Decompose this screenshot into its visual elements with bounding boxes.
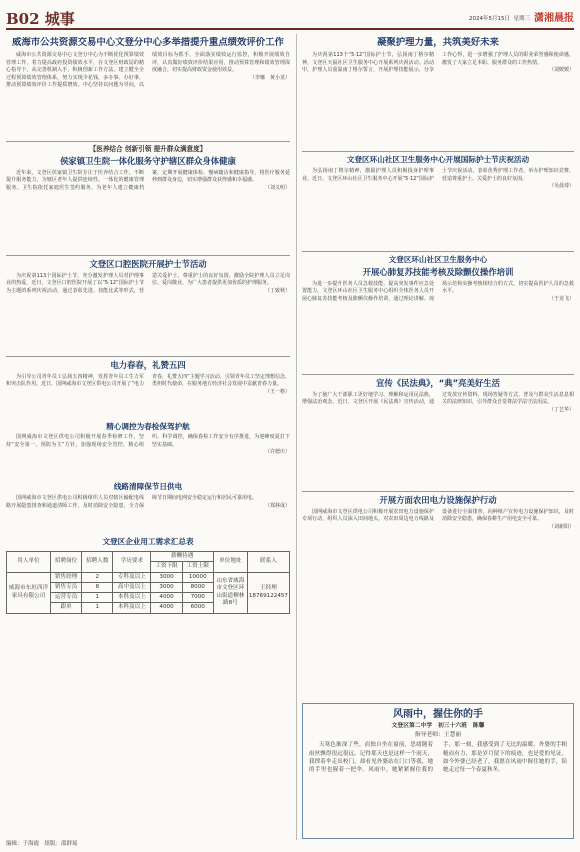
- article-body: [6, 273, 290, 353]
- essay-teacher: 指导老师：王慧丽: [414, 731, 462, 738]
- paragraph: 为庆祝第113个“5·12”国际护士节，弘扬南丁格尔精神，文登区天福社区卫生服务中心开展系列庆祝活动。活动中，护理人员重温南丁格尔誓言，开展护理技能展示，分享工作心得，进一步增强了护理人员的职业荣誉感和使命感，激发了大家立足本职、服务群众的工作热情。: [302, 52, 574, 74]
- table-cell: 本科及以上: [113, 593, 151, 603]
- table-cell: 1: [82, 593, 113, 603]
- table-row: [7, 572, 290, 582]
- paragraph: 为庆祝第113个国际护士节，充分激发护理人员对护理事业的热爱，近日，文登区口腔医院开展了以“5·12”国际护士节为主题的系列庆祝活动，通过表彰先进、技能比武等形式，营造关爱护士、尊重护士的良好氛围，激励全院护理人员立足岗位、爱岗敬业，为广大患者提供更加优质的护理服务。: [6, 272, 290, 294]
- article-body: [302, 392, 574, 488]
- table-cell: 销售经理: [51, 572, 82, 582]
- article-title: 文登区口腔医院开展护士节活动: [89, 258, 207, 269]
- divider: [6, 141, 290, 142]
- jobs-table: [6, 551, 290, 614]
- table-header: 招聘岗位: [51, 552, 82, 573]
- article-title: 精心调控为春检保驾护航: [106, 421, 190, 431]
- byline: （李娜 黄小龙）: [249, 74, 290, 81]
- newspaper-logo: 潇湘晨报: [534, 13, 574, 24]
- table-header: 单位地址: [213, 552, 247, 573]
- article-title: 线路清障保节日供电: [113, 482, 183, 492]
- table-subheader: 工资上限: [182, 562, 213, 572]
- column-divider: [296, 34, 297, 840]
- table-cell: 1: [82, 603, 113, 613]
- byline: （刘义明）: [264, 184, 290, 191]
- table-cell: 3000: [151, 582, 182, 592]
- article-body: [6, 495, 290, 537]
- weekday: 星期三: [513, 16, 530, 22]
- article-title: 宣传《民法典》，“典”亮美好生活: [375, 377, 501, 388]
- table-header: 联系人: [247, 552, 289, 573]
- article-body: [302, 509, 574, 571]
- paragraph: 国网威海市文登区供电公司积极开展农田电力设施保护专项行动，组织人员深入田间地头，对农田周边电力线路及设备进行全面排查，向种植户宣传电力设施保护知识，及时消除安全隐患，确保春耕生产用电安全可靠。: [302, 508, 574, 523]
- table-cell: 10000: [182, 572, 213, 582]
- byline: （刘媛媛）: [548, 67, 574, 74]
- essay-title: 风雨中，握住你的手: [393, 709, 483, 720]
- article-title: 开展心肺复苏技能考核及除颤仪操作培训: [362, 266, 514, 277]
- article-body: [6, 52, 290, 138]
- byline: （郑林成）: [264, 502, 290, 509]
- article-body: [302, 168, 574, 248]
- paragraph: 国网威海市文登区供电公司积极组织人员对辖区输配电线路开展隐患排查和通道清障工作，及时消除安全隐患，全力保障节日期间电网安全稳定运行和居民可靠用电。: [6, 495, 258, 509]
- table-cell: 运营专员: [51, 593, 82, 603]
- article-title: 电力春春，礼赞五四: [110, 359, 186, 370]
- table-cell: 2: [82, 572, 113, 582]
- table-cell: 8: [82, 582, 113, 592]
- page-number: B02 城事: [6, 10, 75, 28]
- byline: （吴晨琦）: [548, 183, 574, 190]
- paragraph: 近年来，文登区侯家镇卫生院专注于医养结合工作，不断提升服务能力，为辖区老年人提供连续性、一体化的健康管理服务。卫生院依托家庭医生签约服务，为老年人建立健康档案，定期开展健康体检、慢病随访和健康指导，将医疗服务延伸到群众身边，切实增强群众获得感和幸福感。: [6, 169, 290, 191]
- article-body: [6, 170, 290, 252]
- divider: [6, 356, 290, 357]
- essay-box: [302, 703, 574, 839]
- table-header: 用人单位: [7, 552, 51, 573]
- table-cell: 4000: [151, 603, 182, 613]
- article-title: 威海市公共资源交易中心文登分中心多举措提升重点绩效评价工作: [12, 37, 284, 48]
- table-cell: 4000: [151, 593, 182, 603]
- table-cell: 本科及以上: [113, 603, 151, 613]
- divider: [6, 255, 290, 256]
- table-cell: 销售专员: [51, 582, 82, 592]
- right-column: [302, 37, 574, 701]
- company-cell: 威海市东垣西洋家具有限公司: [7, 572, 51, 613]
- byline: （王一格）: [264, 388, 290, 395]
- paragraph: 威海市公共资源交易中心文登分中心为不断优化预算绩效管理工作，着力提高政府投资绩效水平，在文登区财政局的精心指导下，从完善机制入手，积极创新工作方法，建立健全全过程预算绩效管理体系，努力实现少花钱、多办事、办好事，推动预算绩效评价工作提质增效。中心坚持以问题为导向，以绩效目标为抓手，全面落实绩效运行监控，积极开展绩效自评，认真做好绩效评价结果应用，推动预算管理和绩效管理深度融合，切实提高财政资金使用效益。: [6, 52, 290, 89]
- table-header: 招聘人数: [82, 552, 113, 573]
- table-cell: 专科及以上: [113, 572, 151, 582]
- byline: （丁艺华）: [548, 406, 574, 413]
- left-column: [6, 37, 290, 842]
- article-title: 文登区环山社区卫生服务中心开展国际护士节庆祝活动: [346, 155, 530, 165]
- article-title: 开展方面农田电力设施保护行动: [379, 494, 497, 505]
- date: 2024年5月15日: [468, 16, 510, 22]
- table-cell: 7000: [182, 593, 213, 603]
- article-kicker: 文登区环山社区卫生服务中心: [388, 255, 488, 265]
- contact-cell: 王经理 18769122457: [247, 572, 289, 613]
- paragraph: 为了使广大干部职工更好地学习、理解和运用民法典，增强法治观念，近日，文登区开展《民法典》宣传活动，通过发放宣传资料、现场答疑等方式，普及与群众生活息息相关的法律知识，引导群众自觉尊法学法守法用法。: [302, 391, 574, 406]
- table-cell: 跟单: [51, 603, 82, 613]
- table-cell: 3000: [151, 572, 182, 582]
- byline: （刘新阳）: [548, 523, 574, 530]
- article-kicker: 【医养结合 创新引领 提升群众满意度】: [89, 145, 207, 154]
- article-title: 侯家镇卫生院一体化服务守护辖区群众身体健康: [60, 155, 236, 166]
- table-cell: 6000: [182, 603, 213, 613]
- table-cell: 8000: [182, 582, 213, 592]
- article-body: [6, 374, 290, 422]
- address-cell: 山东省威海市文登区环山街道柳林路8号: [213, 572, 247, 613]
- page-header: [6, 6, 574, 30]
- essay-body: [309, 741, 567, 774]
- divider: [302, 491, 574, 492]
- paragraph: 为进一步提升医务人员急救技能，提高突发事件应急处置能力，文登区环山社区卫生服务中心组织全体医务人员开展心肺复苏技能考核及除颤仪操作培训，通过理论讲解、现场示范和实操考核相结合的方式，切实提高医护人员的急救水平。: [302, 280, 574, 302]
- article-body: [6, 434, 290, 482]
- table-cell: 高中及以上: [113, 582, 151, 592]
- paragraph: 天寒色渐深了些，而独自坐在窗前，思绪随着雨丝飘得很远很远。记得那天也是这样一个雨天，我撑着伞走出校门，却看见外婆站在门口等我，她的手里也握着一把伞。风雨中，她紧紧握住我的手，那一刻，我感受到了无比的温暖。外婆的手粗糙而有力，那是岁月留下的痕迹，也是爱的见证。如今外婆已经老了，我愿在风雨中握住她的手，陪她走过每一个春夏秋冬。: [309, 742, 567, 774]
- article-body: [302, 52, 574, 148]
- byline: （许德庆）: [264, 449, 290, 456]
- essay-author: 文登区第二中学 初三十六班 陈馨: [391, 723, 485, 729]
- divider: [302, 374, 574, 375]
- issue-date: [469, 15, 530, 23]
- divider: [302, 151, 574, 152]
- article-title: 凝聚护理力量，共筑美好未来: [377, 37, 499, 48]
- divider: [302, 251, 574, 252]
- page-footer: 编辑：于海霞 组版：邵群瑶: [6, 840, 78, 847]
- byline: （丁致秋）: [264, 287, 290, 294]
- paragraph: 为弘扬南丁格尔精神，激励护理人员积极投身护理事业，近日，文登区环山社区卫生服务中心开展“5·12”国际护士节庆祝活动，表彰优秀护理工作者，举办护理知识竞赛，营造尊重护士、关爱护士的良好氛围。: [302, 168, 574, 182]
- byline: （于龙飞）: [548, 295, 574, 302]
- paragraph: 为引导公司青年员工弘扬五四精神，发挥青年员工生力军和突击队作用，近日，国网威海市文登区供电公司开展了“电力青春，礼赞五四”主题学习活动，引领青年员工坚定理想信念，勇担时代使命，在服务地方经济社会发展中贡献青春力量。: [6, 373, 290, 388]
- paragraph: 国网威海市文登区供电公司积极开展春季检修工作，坚持“安全第一，预防为主”方针，加强现场安全管控，精心组织、科学调控，确保春检工作安全有序推进，为迎峰度夏打下坚实基础。: [6, 434, 290, 448]
- article-body: [302, 281, 574, 371]
- table-header: 薪酬待遇: [151, 552, 213, 562]
- table-header: 学历要求: [113, 552, 151, 573]
- table-subheader: 工资下限: [151, 562, 182, 572]
- table-title: 文登区企业用工需求汇总表: [102, 537, 194, 547]
